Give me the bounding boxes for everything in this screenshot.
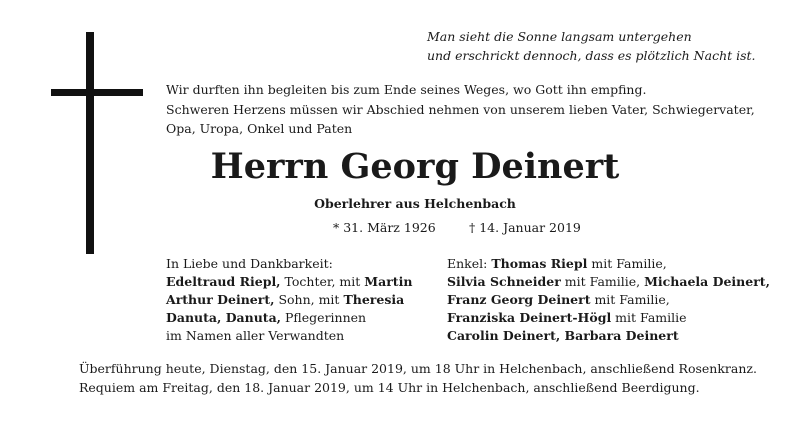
birth-date: * 31. März 1926 [333, 220, 436, 235]
service-line: Überführung heute, Dienstag, den 15. Januar 2019, um 18 Uhr in Helchenbach, anschließend Rosenkranz. [79, 361, 757, 376]
mourner-line: Arthur Deinert, Sohn, mit Theresia [166, 292, 405, 307]
mourners-left-column [166, 255, 412, 345]
intro-line: Schweren Herzens müssen wir Abschied nehmen von unserem lieben Vater, Schwiegervater, [166, 101, 755, 117]
mourner-line: Carolin Deinert, Barbara Deinert [447, 328, 679, 343]
quote-line: und erschrickt dennoch, dass es plötzlich Nacht ist. [427, 48, 756, 63]
memorial-quote [427, 27, 756, 65]
service-details [79, 359, 757, 397]
deceased-occupation: Oberlehrer aus Helchenbach [314, 196, 516, 211]
deceased-name: Herrn Georg Deinert [210, 146, 620, 187]
death-date: † 14. Januar 2019 [469, 220, 581, 235]
service-line: Requiem am Freitag, den 18. Januar 2019, um 14 Uhr in Helchenbach, anschließend Beerdigung. [79, 380, 700, 395]
mourner-line: Franziska Deinert-Högl mit Familie [447, 310, 687, 325]
mourner-line: Silvia Schneider mit Familie, Michaela Deinert, [447, 274, 770, 289]
quote-line: Man sieht die Sonne langsam untergehen [427, 29, 692, 44]
intro-text [166, 80, 755, 139]
mourners-right-column [447, 255, 770, 345]
cross-horizontal-bar [51, 89, 143, 96]
mourner-line: Enkel: Thomas Riepl mit Familie, [447, 256, 667, 271]
mourner-line: im Namen aller Verwandten [166, 328, 345, 343]
intro-line: Opa, Uropa, Onkel und Paten [166, 121, 353, 136]
mourner-line: Edeltraud Riepl, Tochter, mit Martin [166, 274, 413, 289]
mourner-line: Franz Georg Deinert mit Familie, [447, 292, 670, 307]
cross-vertical-bar [86, 32, 94, 254]
intro-line: Wir durften ihn begleiten bis zum Ende seines Weges, wo Gott ihn empfing. [166, 82, 647, 97]
mourner-line: Danuta, Danuta, Pflegerinnen [166, 310, 367, 325]
mourner-line: In Liebe und Dankbarkeit: [166, 256, 333, 271]
